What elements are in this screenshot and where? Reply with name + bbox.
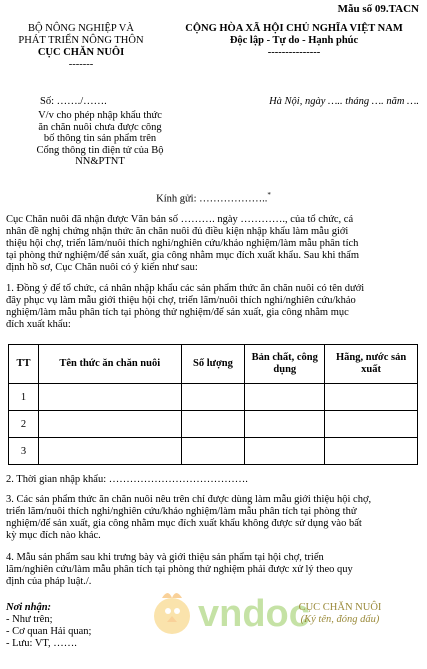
item-3-line: kỳ mục đích nào khác. — [6, 530, 101, 541]
intro-line: nhân đề nghị chứng nhận thức ăn chăn nuôi đủ điều kiện nhập khẩu làm mẫu giới — [6, 226, 349, 237]
table-cell — [38, 384, 181, 411]
intro-line: Cục Chăn nuôi đã nhận được Văn bản số ………. ngày …………., của tổ chức, cá — [6, 214, 354, 225]
subject-line: V/v cho phép nhập khẩu thức — [38, 110, 162, 121]
recipient-item: - Lưu: VT, ……. — [6, 638, 77, 649]
item-2-paragraph: 2. Thời gian nhập khẩu: …………………………………. — [6, 474, 248, 485]
table-cell — [38, 411, 181, 438]
form-number: Mẫu số 09.TACN — [337, 3, 419, 15]
agency-name: CỤC CHĂN NUÔI — [37, 47, 125, 58]
national-title: CỘNG HÒA XÃ HỘI CHỦ NGHĨA VIỆT NAM — [185, 23, 403, 34]
subject-line: Cổng thông tin điện tử của Bộ — [36, 144, 164, 156]
signature-title: CỤC CHĂN NUÔI — [298, 602, 382, 613]
agency-separator: ------- — [68, 59, 94, 70]
table-cell — [325, 384, 418, 411]
item-3-paragraph — [6, 494, 420, 542]
recipient-item: - Cơ quan Hải quan; — [6, 626, 92, 637]
recipient-item: - Như trên; — [6, 614, 53, 625]
header-nature-line-2: dụng — [273, 364, 297, 375]
header-product-name: Tên thức ăn chăn nuôi — [38, 345, 181, 384]
item-1-line: nghiệm/làm mẫu phân tích tại phòng thử nghiệm/để sản xuất, gia công nhằm mục — [6, 307, 349, 318]
intro-line: thiệu hội chợ, triển lãm/nuôi thích nghi/nghiên cứu/khảo nghiệm/làm mẫu phân tích — [6, 238, 359, 249]
addressee — [0, 191, 427, 205]
table-cell — [181, 438, 245, 465]
table-cell — [325, 438, 418, 465]
table-cell — [38, 438, 181, 465]
item-3-line: nghiệm/để sản xuất, gia công nhằm mục đích xuất khẩu không được sử dụng vào bất — [6, 518, 362, 529]
table-cell — [245, 384, 325, 411]
header-manufacturer-line-2: xuất — [361, 364, 382, 375]
recipients-block — [6, 602, 91, 650]
date-line: Hà Nội, ngày ….. tháng …. năm …. — [269, 96, 419, 107]
header-nature-line-1: Bản chất, công — [251, 352, 318, 363]
table-row — [9, 411, 418, 438]
subject-line: ăn chăn nuôi chưa được công — [38, 121, 162, 133]
item-1-paragraph — [6, 283, 420, 331]
intro-line: định hồ sơ, Cục Chăn nuôi có ý kiến như sau: — [6, 262, 198, 273]
item-1-line: đích xuất khẩu: — [6, 319, 71, 330]
document-number: Số: ……./……. — [40, 96, 107, 107]
row-number: 1 — [9, 384, 39, 411]
header-tt: TT — [9, 345, 39, 384]
signature-note: (Ký tên, đóng dấu) — [300, 614, 380, 625]
header-quantity: Số lượng — [181, 345, 245, 384]
row-number: 3 — [9, 438, 39, 465]
item-3-line: triển lãm/nuôi thích nghi/nghiên cứu/khảo nghiệm/làm mẫu phân tích tại phòng thử — [6, 506, 357, 517]
agency-header — [6, 23, 156, 71]
header-manufacturer — [325, 345, 418, 384]
agency-line-2: PHÁT TRIỂN NÔNG THÔN — [18, 35, 144, 46]
signature-block — [260, 602, 420, 626]
addressee-text: Kính gửi: ……………….. — [156, 193, 268, 205]
row-number: 2 — [9, 411, 39, 438]
item-4-line: 4. Mẫu sản phẩm sau khi trưng bày và giới thiệu sản phẩm tại hội chợ, triển — [6, 552, 324, 563]
subject-line: NN&PTNT — [75, 156, 125, 167]
agency-line-1: BỘ NÔNG NGHIỆP VÀ — [28, 23, 134, 34]
item-1-line: đây phục vụ làm mẫu giới thiệu hội chợ, triển lãm/nuôi thích nghi/nghiên cứu/khảo — [6, 295, 356, 306]
intro-paragraph — [6, 214, 420, 274]
national-separator: --------------- — [267, 47, 321, 58]
watermark-text: vndoc — [198, 593, 310, 635]
table-cell — [325, 411, 418, 438]
item-4-line: lãm/nghiên cứu/làm mẫu phân tích tại phòng thử nghiệm phải được xử lý theo quy — [6, 564, 353, 575]
table-row — [9, 438, 418, 465]
item-1-line: 1. Đồng ý để tổ chức, cá nhân nhập khẩu các sản phẩm thức ăn chăn nuôi có tên dưới — [6, 283, 365, 294]
table-header-row — [9, 345, 418, 384]
header-manufacturer-line-1: Hãng, nước sản — [336, 352, 407, 363]
table-cell — [181, 411, 245, 438]
intro-line: tại phòng thử nghiệm/để sản xuất, gia công nhằm mục đích xuất khẩu. Sau khi thẩm — [6, 250, 359, 261]
subject-line: bố thông tin sản phẩm trên — [43, 133, 157, 144]
product-table — [8, 344, 418, 465]
recipients-label: Nơi nhận: — [6, 602, 52, 613]
item-4-line: định của pháp luật./. — [6, 576, 92, 587]
subject-block — [26, 110, 174, 168]
table-row — [9, 384, 418, 411]
national-header — [168, 23, 420, 59]
table-cell — [245, 411, 325, 438]
item-3-line: 3. Các sản phẩm thức ăn chăn nuôi nêu trên chỉ được dùng làm mẫu giới thiệu hội chợ, — [6, 494, 372, 505]
national-motto: Độc lập - Tự do - Hạnh phúc — [229, 35, 359, 46]
header-nature — [245, 345, 325, 384]
table-cell — [181, 384, 245, 411]
addressee-mark: * — [267, 191, 271, 199]
table-cell — [245, 438, 325, 465]
